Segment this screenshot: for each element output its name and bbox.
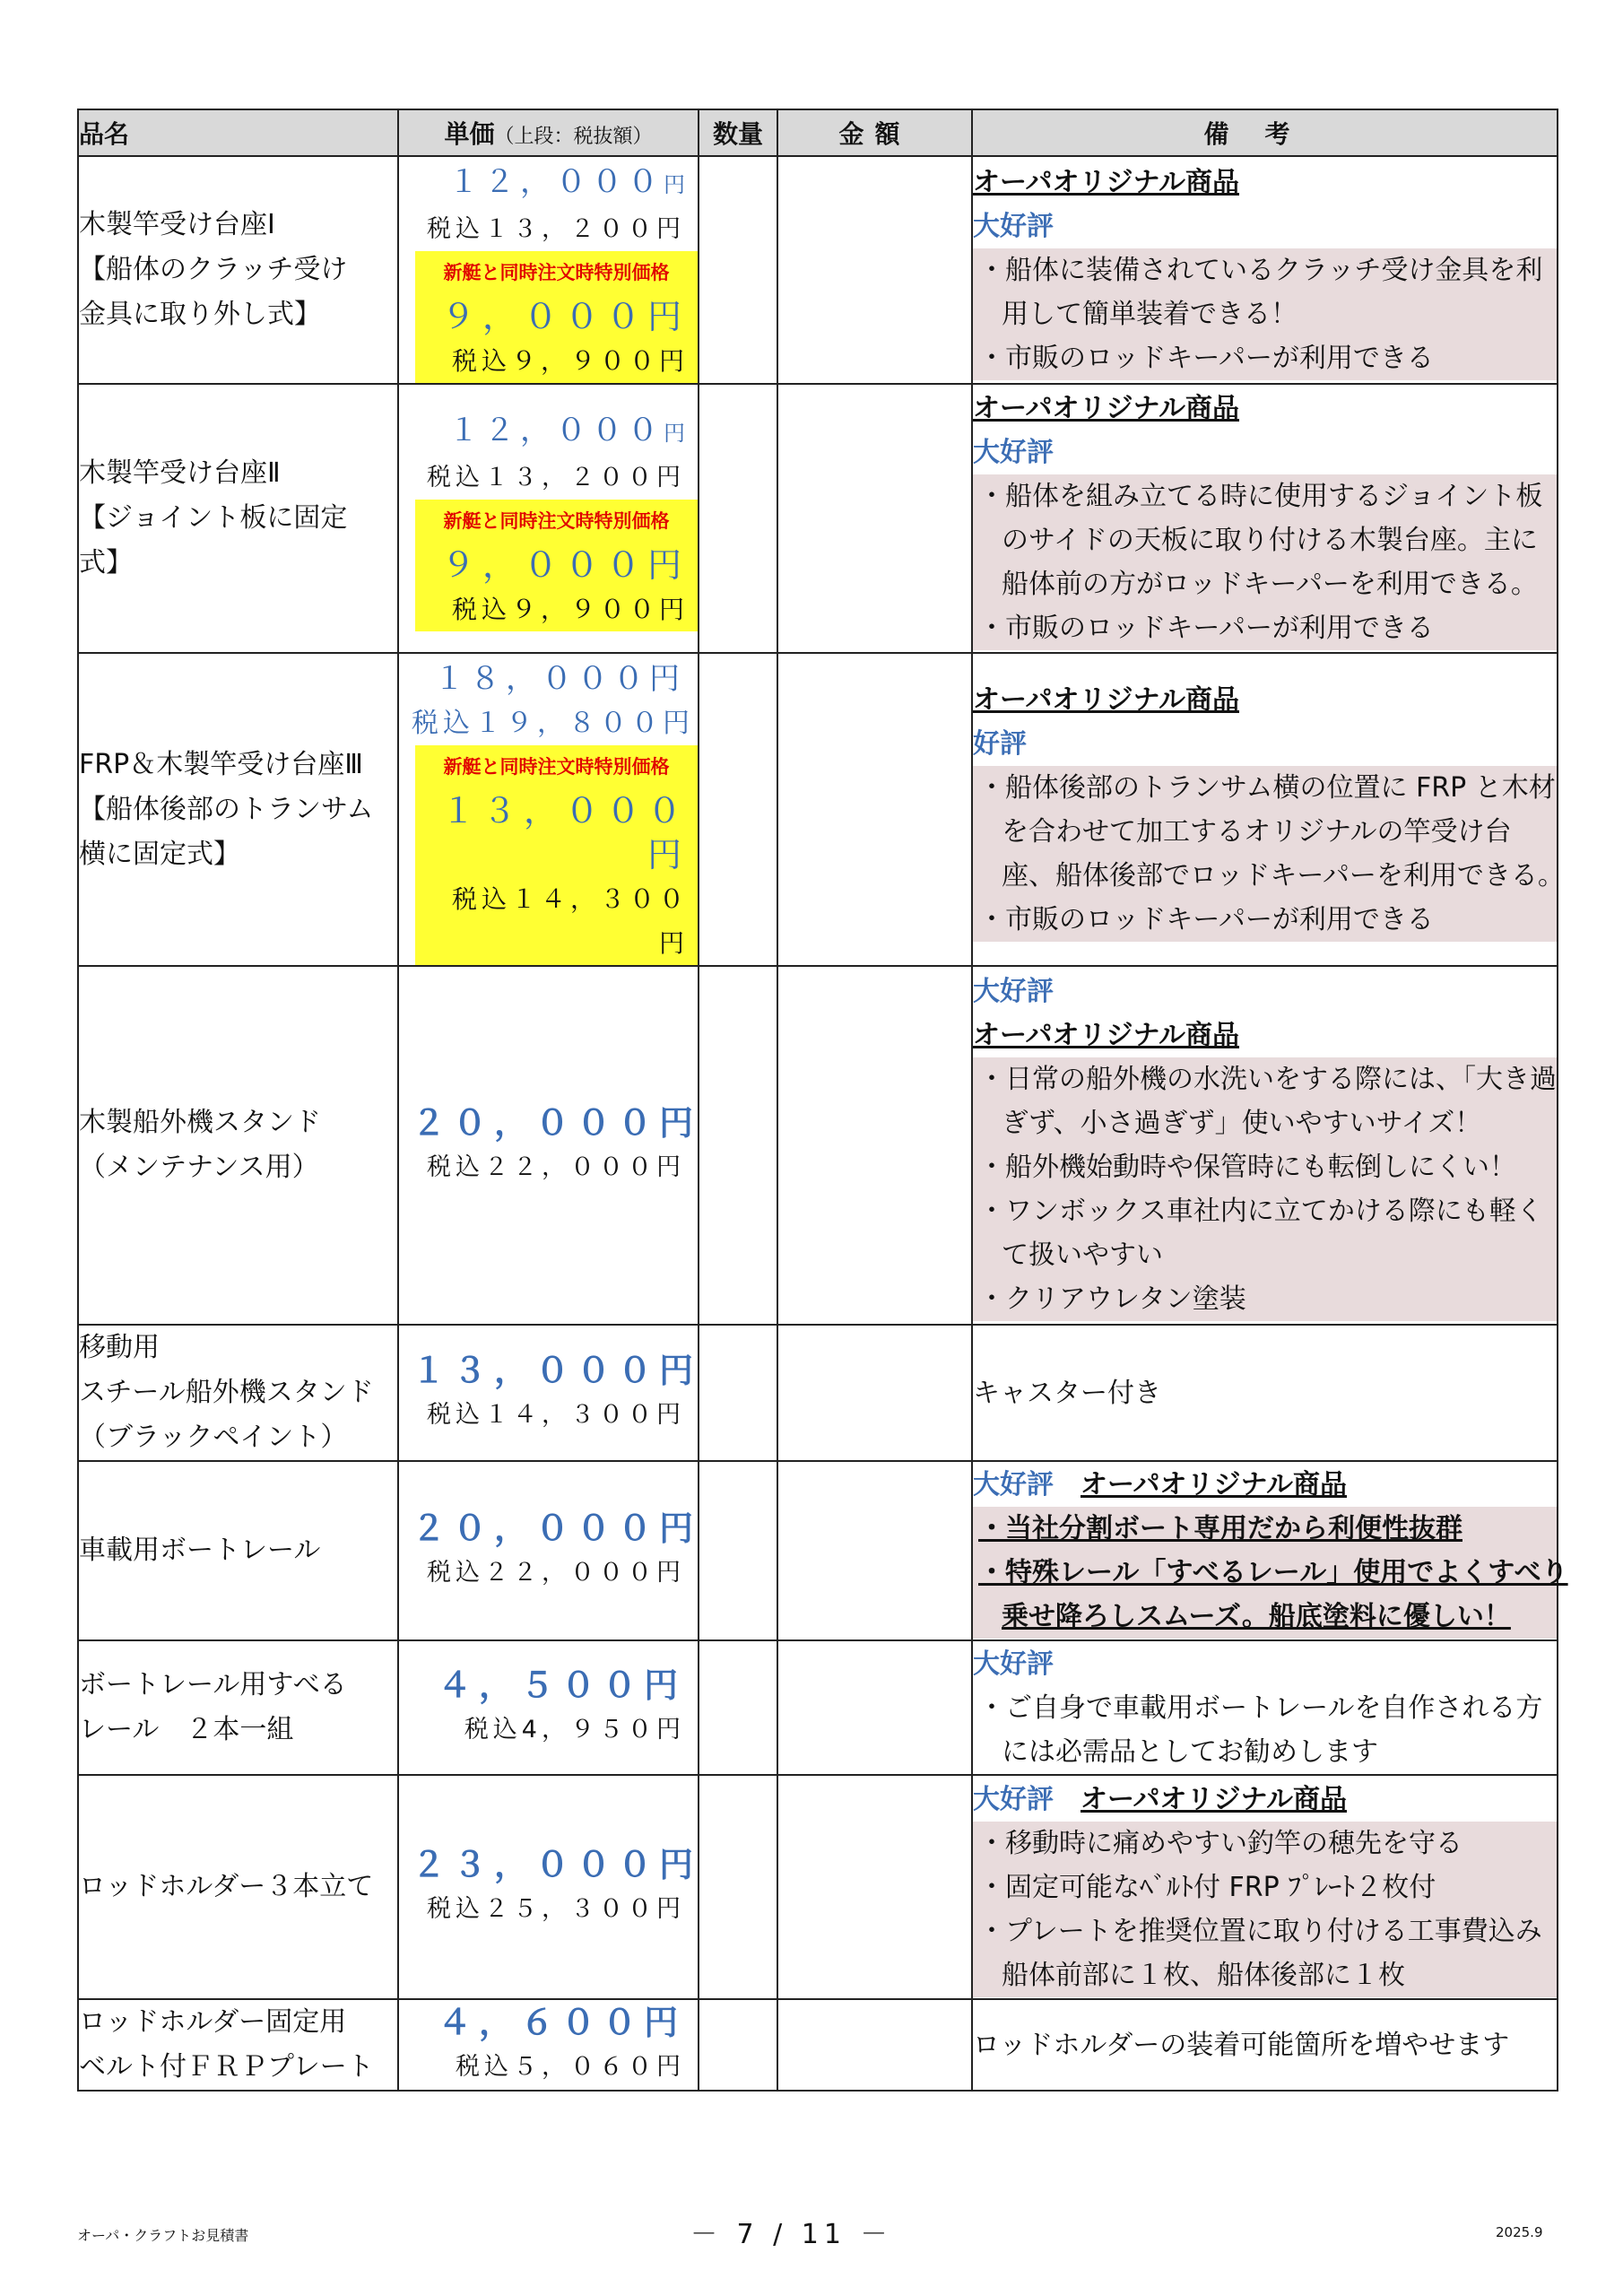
item-name-line: ボートレール用すべる <box>79 1669 347 1700</box>
item-name-line: 木製竿受け台座Ⅰ <box>79 209 275 240</box>
price-ex-tax: ２０，０００円 <box>412 1103 701 1143</box>
item-name-line: FRP＆木製竿受け台座Ⅲ <box>79 748 363 780</box>
table-row <box>78 1461 1558 1640</box>
unit-price <box>398 384 699 653</box>
table-row <box>78 156 1558 384</box>
remarks <box>972 1775 1558 1999</box>
header-price <box>398 109 699 156</box>
price-ex-tax: ２３，０００円 <box>412 1845 701 1884</box>
qty-cell[interactable] <box>699 1640 777 1775</box>
remarks-line: ・市販のロッドキーパーが利用できる <box>978 613 1434 644</box>
remarks-line: ・当社分割ボート専用だから利便性抜群 <box>978 1513 1462 1544</box>
original-product-label: オーパオリジナル商品 <box>973 393 1239 424</box>
remarks <box>972 156 1558 384</box>
price-incl-tax: 税込4，９５０円 <box>464 1716 685 1744</box>
header-remarks: 備考 <box>972 109 1558 156</box>
price-ex-tax: ４，５００円 <box>437 1665 685 1705</box>
remarks-line: ・船外機始動時や保管時にも転倒しにくい！ <box>978 1152 1516 1183</box>
unit-price <box>398 1999 699 2091</box>
qty-cell[interactable] <box>699 1461 777 1640</box>
page-number: － 7 / 11 － <box>690 2219 893 2250</box>
remarks-line: ・クリアウレタン塗装 <box>978 1283 1246 1315</box>
popular-label: 大好評 <box>973 976 1054 1007</box>
remarks-line: ・移動時に痛めやすい釣竿の穂先を守る <box>978 1827 1462 1859</box>
price-ex-tax: ２０，０００円 <box>412 1509 701 1548</box>
amount-cell[interactable] <box>777 1640 972 1775</box>
remarks-line: ・固定可能なﾍﾞﾙﾄ付 FRP ﾌﾟﾚｰﾄ２枚付 <box>978 1871 1436 1903</box>
qty-cell[interactable] <box>699 1999 777 2091</box>
remarks-line: ・船体を組み立てる時に使用するジョイント板 <box>978 481 1543 512</box>
table-row <box>78 1775 1558 1999</box>
remarks-box <box>973 1822 1557 1997</box>
item-name-line: 横に固定式】 <box>79 838 240 870</box>
remarks-line: ・船体後部のトランサム横の位置に FRP と木材 <box>978 771 1556 804</box>
remarks-line: ・日常の船外機の水洗いをする際には、「大き過 <box>978 1064 1557 1095</box>
remarks-line: には必需品としてお勧めします <box>1002 1735 1378 1768</box>
item-name <box>78 1775 398 1999</box>
amount-cell[interactable] <box>777 384 972 653</box>
item-name-line: （ブラックペイント） <box>79 1422 348 1453</box>
item-name-line: 【ジョイント板に固定 <box>79 502 348 534</box>
item-name <box>78 1461 398 1640</box>
item-name <box>78 653 398 966</box>
remarks-line: キャスター付き <box>973 1377 1161 1409</box>
special-price-box <box>415 745 698 965</box>
qty-cell[interactable] <box>699 156 777 384</box>
unit-price <box>398 653 699 966</box>
original-product-label: オーパオリジナル商品 <box>1081 1469 1347 1500</box>
amount-cell[interactable] <box>777 1461 972 1640</box>
special-price-box <box>415 251 698 383</box>
original-product-label: オーパオリジナル商品 <box>973 1020 1239 1051</box>
unit-price <box>398 1325 699 1461</box>
special-price-box <box>415 500 698 631</box>
amount-cell[interactable] <box>777 1999 972 2091</box>
price-incl-tax: 税込１４，３００円 <box>427 1401 685 1429</box>
special-price: ９，０００円 <box>440 297 689 336</box>
header-price-note: （上段：税抜額） <box>494 126 653 148</box>
popular-label: 好評 <box>973 727 1027 760</box>
remarks-line: ・ご自身で車載用ボートレールを自作される方 <box>978 1692 1543 1724</box>
qty-cell[interactable] <box>699 653 777 966</box>
item-name-line: ロッドホルダー３本立て <box>79 1871 374 1902</box>
price-incl-tax: 税込１９，８００円 <box>412 708 694 739</box>
amount-cell[interactable] <box>777 966 972 1325</box>
item-name-line: 車載用ボートレール <box>79 1535 321 1566</box>
special-price-label: 新艇と同時注文時特別価格 <box>443 756 670 778</box>
price-ex-tax: ４，６００円 <box>437 2003 685 2042</box>
price-ex-tax: １２，０００円 <box>448 413 685 448</box>
header-price-label: 単価 <box>444 119 495 149</box>
remarks-line: ・ワンボックス車社内に立てかける際にも軽く <box>978 1196 1543 1227</box>
remarks-box <box>973 1507 1568 1639</box>
amount-cell[interactable] <box>777 1775 972 1999</box>
item-name-line: 【船体のクラッチ受け <box>79 254 348 285</box>
item-name-line: 移動用 <box>79 1332 160 1363</box>
quote-table <box>77 109 1568 2092</box>
unit-price <box>398 1775 699 1999</box>
special-price-incl: 税込９，９００円 <box>451 346 689 376</box>
remarks-line: ・船体に装備されているクラッチ受け金具を利 <box>978 254 1543 286</box>
item-name-line: 木製船外機スタンド <box>79 1107 321 1138</box>
remarks-line: 乗せ降ろしスムーズ。船底塗料に優しい！ <box>1002 1601 1511 1632</box>
popular-label: 大好評 <box>973 1469 1054 1500</box>
remarks-line: を合わせて加工するオリジナルの竿受け台 <box>1002 815 1512 848</box>
price-ex-tax: １８，０００円 <box>434 661 685 697</box>
popular-label: 大好評 <box>973 1648 1054 1680</box>
header-amount: 金額 <box>777 109 972 156</box>
item-name-line: 【船体後部のトランサム <box>79 793 374 825</box>
remarks <box>972 653 1565 966</box>
remarks <box>972 1461 1568 1640</box>
special-price-incl: 税込９，９００円 <box>451 595 689 624</box>
item-name-line: 金具に取り外し式】 <box>79 299 321 330</box>
remarks-line: ・市販のロッドキーパーが利用できる <box>978 903 1434 935</box>
unit-price <box>398 966 699 1325</box>
popular-label: 大好評 <box>973 437 1054 468</box>
remarks <box>972 384 1558 653</box>
header-qty: 数量 <box>699 109 777 156</box>
original-product-label: オーパオリジナル商品 <box>1081 1783 1347 1815</box>
price-ex-tax: １２，０００円 <box>448 164 685 200</box>
footer-date: 2025.9 <box>1496 2224 1543 2240</box>
popular-label: 大好評 <box>973 1783 1054 1815</box>
qty-cell[interactable] <box>699 1325 777 1461</box>
original-product-label: オーパオリジナル商品 <box>973 683 1239 716</box>
remarks-line: 船体前の方がロッドキーパーを利用できる。 <box>1002 569 1538 600</box>
price-incl-tax: 税込１３，２００円 <box>427 215 685 243</box>
remarks <box>972 1325 1558 1461</box>
price-incl-tax: 税込２５，３００円 <box>427 1895 685 1923</box>
item-name <box>78 1999 398 2091</box>
special-price-incl: 税込１４，３００円 <box>451 884 689 958</box>
remarks-heading <box>973 1463 1557 1507</box>
item-name <box>78 384 398 653</box>
remarks <box>972 1640 1558 1775</box>
item-name-line: ベルト付ＦＲＰプレート <box>79 2051 374 2083</box>
item-name-line: レール ２本一組 <box>79 1714 294 1745</box>
item-name-line: （メンテナンス用） <box>79 1152 319 1183</box>
qty-cell[interactable] <box>699 966 777 1325</box>
header-row <box>78 109 1558 156</box>
footer-doc-title: オーパ・クラフトお見積書 <box>77 2227 249 2244</box>
amount-cell[interactable] <box>777 653 972 966</box>
table-row <box>78 653 1558 966</box>
amount-cell[interactable] <box>777 156 972 384</box>
item-name-line: スチール船外機スタンド <box>79 1377 374 1408</box>
remarks-box <box>973 248 1557 380</box>
remarks-box <box>973 766 1565 942</box>
table-row <box>78 966 1558 1325</box>
qty-cell[interactable] <box>699 384 777 653</box>
remarks-line: のサイドの天板に取り付ける木製台座。主に <box>1002 525 1538 556</box>
special-price-label: 新艇と同時注文時特別価格 <box>443 262 670 283</box>
price-incl-tax: 税込１３，２００円 <box>427 464 685 491</box>
remarks-line: ・特殊レール「すべるレール」使用でよくすべり <box>978 1557 1568 1588</box>
special-price-label: 新艇と同時注文時特別価格 <box>443 510 670 532</box>
remarks-line: て扱いやすい <box>1002 1239 1163 1271</box>
special-price: ９，０００円 <box>440 545 689 585</box>
amount-cell[interactable] <box>777 1325 972 1461</box>
remarks <box>972 966 1558 1325</box>
item-name-line: 木製竿受け台座Ⅱ <box>79 457 281 489</box>
price-incl-tax: 税込５，０６０円 <box>456 2053 685 2081</box>
remarks-line: 座、船体後部でロッドキーパーを利用できる。 <box>1002 859 1565 891</box>
remarks-box <box>973 1057 1557 1321</box>
item-name <box>78 1640 398 1775</box>
remarks-line: 用して簡単装着できる！ <box>1002 298 1298 330</box>
item-name <box>78 156 398 384</box>
remarks-line: 船体前部に１枚、船体後部に１枚 <box>1002 1959 1405 1991</box>
price-incl-tax: 税込２２，０００円 <box>427 1153 685 1181</box>
remarks-line: ロッドホルダーの装着可能箇所を増やせます <box>973 2029 1510 2061</box>
unit-price <box>398 156 699 384</box>
table-row <box>78 384 1558 653</box>
item-name <box>78 1325 398 1461</box>
price-ex-tax: １３，０００円 <box>412 1351 701 1390</box>
popular-label: 大好評 <box>973 210 1054 242</box>
qty-cell[interactable] <box>699 1775 777 1999</box>
item-name <box>78 966 398 1325</box>
item-name-line: 式】 <box>79 547 133 578</box>
unit-price <box>398 1640 699 1775</box>
special-price: １３，０００円 <box>440 791 689 874</box>
remarks-heading <box>973 1778 1557 1822</box>
remarks <box>972 1999 1558 2091</box>
table-row <box>78 1325 1558 1461</box>
table-row <box>78 1999 1558 2091</box>
remarks-line: ぎず、小さ過ぎず」使いやすいサイズ！ <box>1002 1108 1482 1139</box>
original-product-label: オーパオリジナル商品 <box>973 166 1239 198</box>
item-name-line: ロッドホルダー固定用 <box>79 2006 347 2038</box>
remarks-line: ・市販のロッドキーパーが利用できる <box>978 342 1434 374</box>
table-row <box>78 1640 1558 1775</box>
unit-price <box>398 1461 699 1640</box>
price-incl-tax: 税込２２，０００円 <box>427 1559 685 1587</box>
header-name: 品名 <box>78 109 398 156</box>
remarks-box <box>973 474 1557 650</box>
remarks-line: ・プレートを推奨位置に取り付ける工事費込み <box>978 1915 1542 1947</box>
